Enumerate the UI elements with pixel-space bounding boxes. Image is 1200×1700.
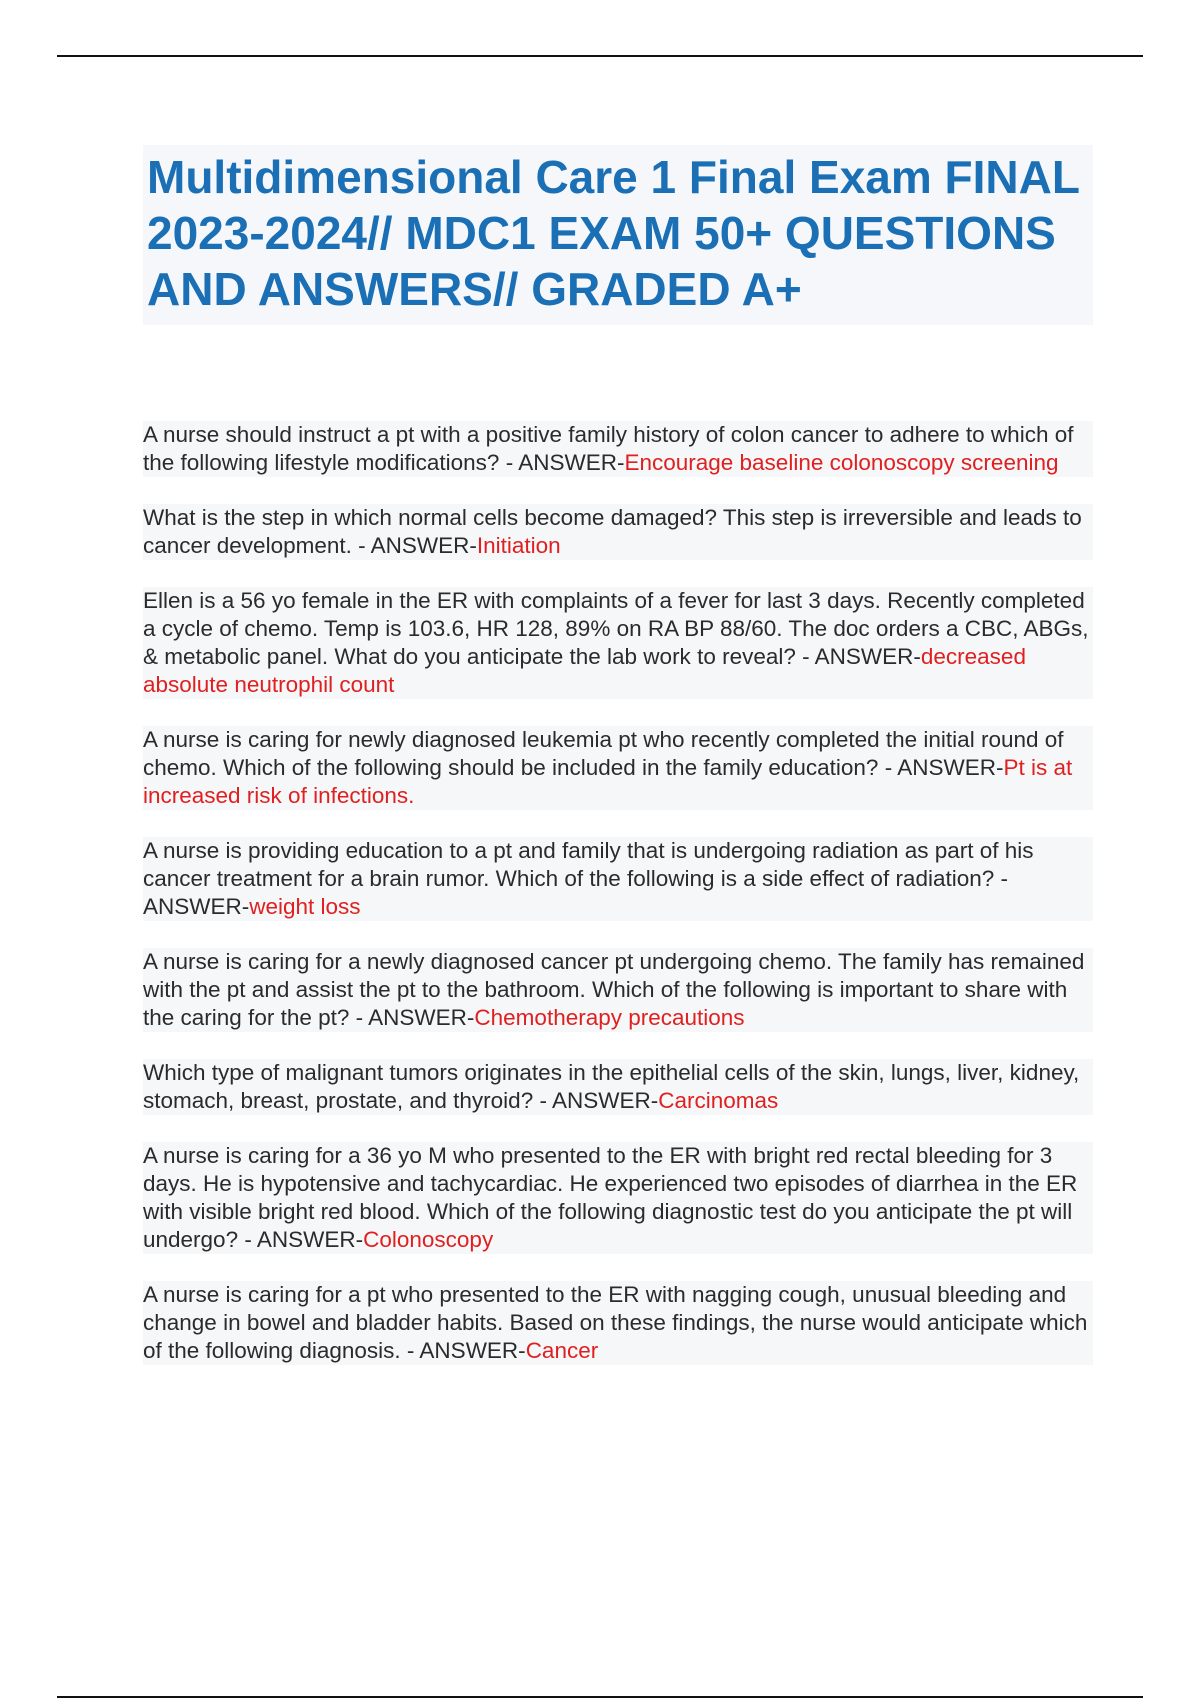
answer-text: Carcinomas: [658, 1088, 779, 1113]
question-text: A nurse is caring for a newly diagnosed cancer pt undergoing chemo. The family has remained with the pt and assist the pt to the bathroom. Which of the following is important to share with the caring for the pt?: [143, 949, 1085, 1030]
answer-label: - ANSWER-: [238, 1227, 364, 1252]
qa-item: [143, 1059, 1093, 1115]
qa-item: [143, 504, 1093, 560]
answer-text: Pt is at increased risk of infections.: [143, 755, 1073, 808]
question-text: Ellen is a 56 yo female in the ER with complaints of a fever for last 3 days. Recently completed a cycle of chemo. Temp is 103.6, HR 128, 89% on RA BP 88/60. The doc orders a CBC, ABGs, & metabolic panel. What do you anticipate the lab work to reveal?: [143, 588, 1089, 669]
answer-text: Chemotherapy precautions: [474, 1005, 745, 1030]
question-text: A nurse is caring for newly diagnosed leukemia pt who recently completed the initial round of chemo. Which of the following should be included in the family education?: [143, 727, 1064, 780]
answer-label: - ANSWER-: [878, 755, 1004, 780]
answer-label: - ANSWER-: [349, 1005, 475, 1030]
question-text: A nurse is caring for a pt who presented to the ER with nagging cough, unusual bleeding and change in bowel and bladder habits. Based on these findings, the nurse would anticipate which of the following diagnosis.: [143, 1282, 1088, 1363]
answer-label: - ANSWER-: [533, 1088, 659, 1113]
question-text: Which type of malignant tumors originates in the epithelial cells of the skin, lungs, liver, kidney, stomach, breast, prostate, and thyroid?: [143, 1060, 1080, 1113]
question-text: What is the step in which normal cells become damaged? This step is irreversible and leads to cancer development.: [143, 505, 1082, 558]
answer-text: Colonoscopy: [363, 1227, 494, 1252]
qa-item: [143, 587, 1093, 699]
answer-label: - ANSWER-: [143, 866, 1009, 919]
answer-text: decreased absolute neutrophil count: [143, 644, 1026, 697]
qa-item: [143, 421, 1093, 477]
answer-text: Initiation: [476, 533, 561, 558]
qa-item: [143, 948, 1093, 1032]
answer-label: - ANSWER-: [795, 644, 921, 669]
title-block: [143, 145, 1093, 325]
question-text: A nurse is providing education to a pt and family that is undergoing radiation as part of his cancer treatment for a brain rumor. Which of the following is a side effect of radiation?: [143, 838, 1034, 891]
qa-list: [143, 421, 1093, 1392]
question-text: A nurse should instruct a pt with a positive family history of colon cancer to adhere to which of the following lifestyle modifications?: [143, 422, 1074, 475]
answer-label: - ANSWER-: [400, 1338, 526, 1363]
answer-text: weight loss: [249, 894, 361, 919]
qa-item: [143, 1281, 1093, 1365]
answer-label: - ANSWER-: [351, 533, 477, 558]
qa-item: [143, 837, 1093, 921]
footer-rule: [57, 1696, 1143, 1698]
header-rule: [57, 55, 1143, 57]
qa-item: [143, 726, 1093, 810]
answer-text: Cancer: [525, 1338, 599, 1363]
answer-text: Encourage baseline colonoscopy screening: [624, 450, 1059, 475]
answer-label: - ANSWER-: [499, 450, 625, 475]
question-text: A nurse is caring for a 36 yo M who presented to the ER with bright red rectal bleeding for 3 days. He is hypotensive and tachycardiac. He experienced two episodes of diarrhea in the ER with visible bright red blood. Which of the following diagnostic test do you anticipate the pt will undergo?: [143, 1143, 1078, 1252]
document-title: Multidimensional Care 1 Final Exam FINAL 2023-2024// MDC1 EXAM 50+ QUESTIONS AND ANSWERS// GRADED A+: [147, 151, 1080, 315]
qa-item: [143, 1142, 1093, 1254]
